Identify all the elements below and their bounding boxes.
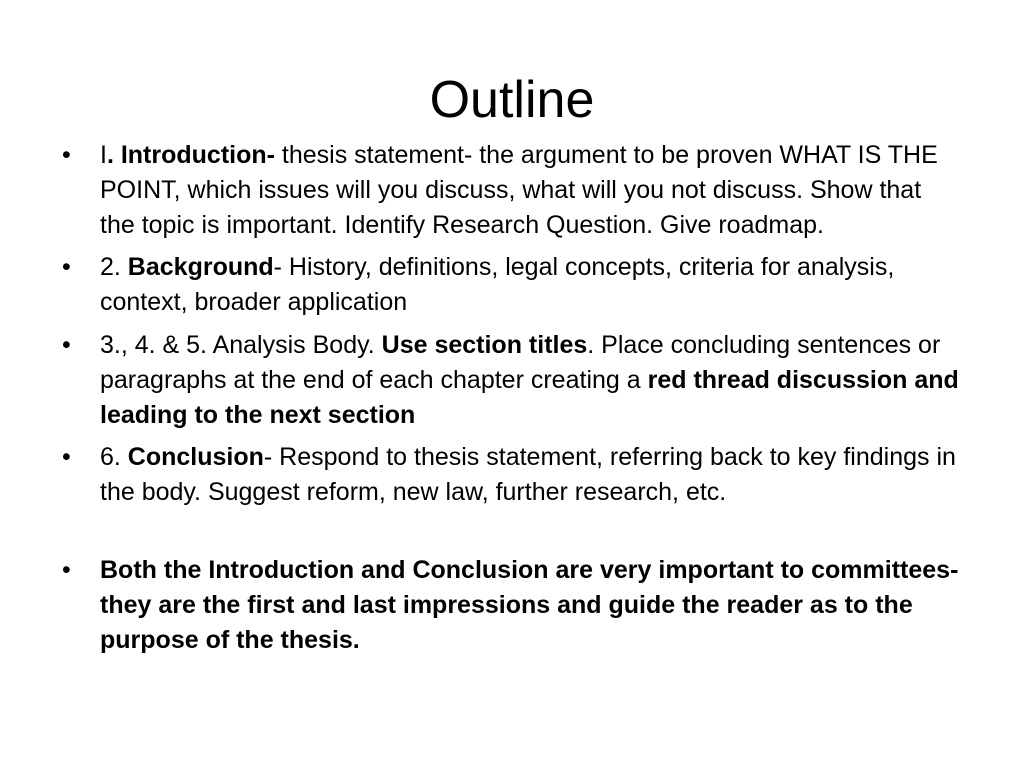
bullet-bold-run: Background (127, 253, 274, 282)
bullet-bold-run: Conclusion (127, 443, 264, 472)
bullet-introduction (62, 138, 962, 242)
bullet-text-run: - Respond to thesis statement, referring back to key findings in the body. Suggest reform, new law, further research, etc. (100, 443, 956, 507)
bullet-importance-note (62, 553, 962, 657)
bullet-conclusion (62, 440, 962, 510)
bullet-analysis-body (62, 328, 962, 432)
bullet-list (62, 138, 962, 665)
bullet-dot-icon: • (62, 253, 71, 282)
bullet-text-run: I (100, 141, 107, 169)
bullet-dot-icon: • (62, 443, 71, 472)
bullet-text-run: - History, definitions, legal concepts, criteria for analysis, context, broader application (100, 253, 895, 317)
bullet-text-run: 6. (100, 443, 128, 472)
bullet-bold-run: . Introduction- (106, 141, 275, 169)
bullet-bold-run: Use section titles (381, 330, 588, 359)
bullet-background (62, 250, 962, 320)
bullet-text-run: 3., 4. & 5. Analysis Body. (100, 330, 382, 359)
bullet-dot-icon: • (62, 141, 71, 169)
bullet-bold-run: Both the Introduction and Conclusion are very important to committees- they are the first and last impressions and guide the reader as to the purpose of the thesis. (100, 555, 959, 654)
bullet-dot-icon: • (62, 555, 71, 584)
bullet-bold-run: red thread discussion and leading to the next section (100, 365, 959, 429)
bullet-text-run: . Place concluding sentences or paragraphs at the end of each chapter creating a (100, 330, 941, 394)
bullet-text-run: 2. (100, 253, 128, 282)
slide-title: Outline (429, 71, 595, 129)
bullet-text-run: thesis statement- the argument to be proven WHAT IS THE POINT, which issues will you discuss, what will you not discuss. Show that the topic is important. Identify Research Question. Give roadmap. (100, 141, 938, 239)
bullet-dot-icon: • (62, 330, 71, 359)
